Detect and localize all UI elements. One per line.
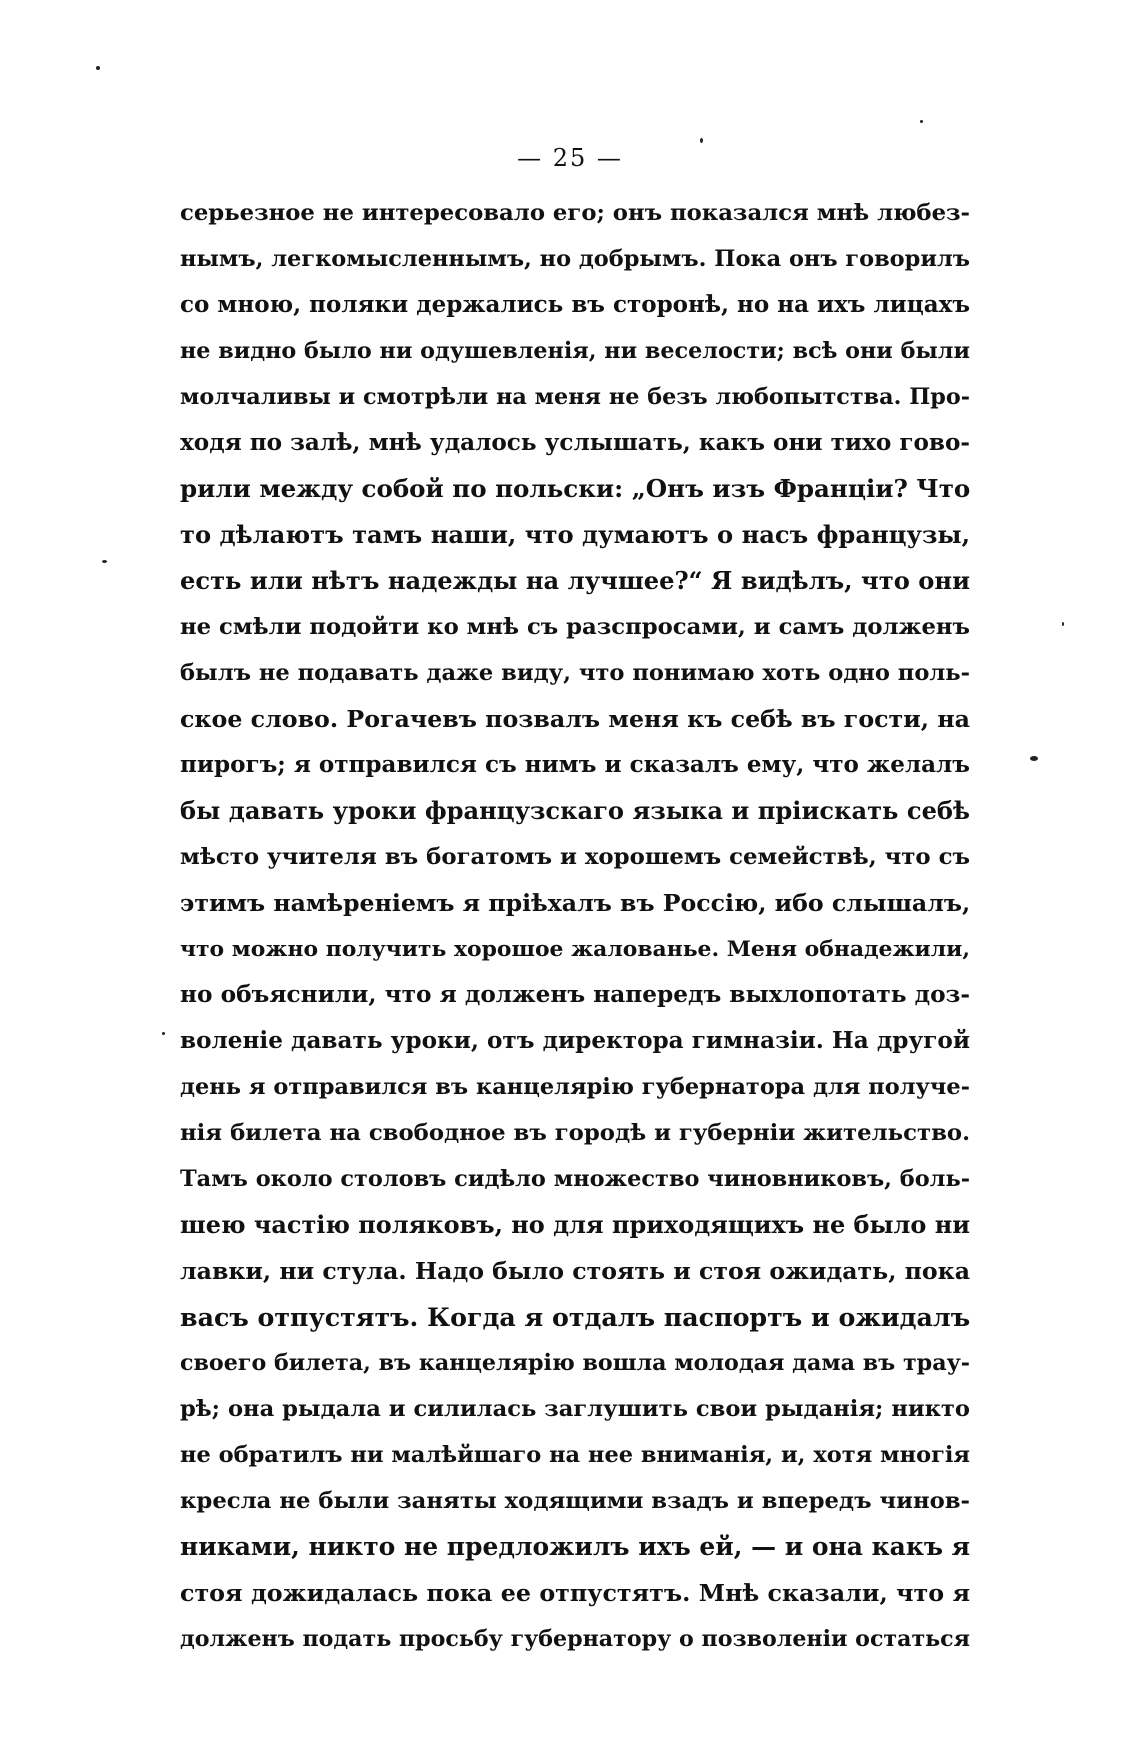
text-line: кресла не были заняты ходящими взадъ и впередъ чинов- <box>180 1488 970 1514</box>
text-line: рили между собой по польски: „Онъ изъ Франціи? Что <box>180 474 971 503</box>
text-line: не видно было ни одушевленія, ни веселости; всѣ они были <box>180 338 970 364</box>
text-line: Тамъ около столовъ сидѣло множество чиновниковъ, боль- <box>180 1166 970 1192</box>
text-line: пирогъ; я отправился съ нимъ и сказалъ ему, что желалъ <box>180 751 970 778</box>
text-line: шею частію поляковъ, но для приходящихъ не было ни <box>180 1211 970 1239</box>
text-line: рѣ; она рыдала и силилась заглушить свои рыданія; никто <box>180 1396 970 1422</box>
scan-speck <box>96 66 100 70</box>
text-line: воленіе давать уроки, отъ директора гимназіи. На другой <box>180 1027 970 1054</box>
text-line: никами, никто не предложилъ ихъ ей, — и она какъ я <box>180 1532 971 1561</box>
text-line: со мною, поляки держались въ сторонѣ, но на ихъ лицахъ <box>180 291 970 318</box>
text-line: но объяснили, что я долженъ напередъ выхлопотать доз- <box>180 981 970 1008</box>
scan-speck <box>102 560 107 563</box>
text-line: то дѣлаютъ тамъ наши, что думаютъ о насъ французы, <box>180 520 970 549</box>
scan-speck <box>700 138 703 143</box>
text-line: не смѣли подойти ко мнѣ съ разспросами, и самъ долженъ <box>180 614 970 640</box>
text-line: ходя по залѣ, мнѣ удалось услышать, какъ они тихо гово- <box>180 429 970 456</box>
text-line: нія билета на свободное въ городѣ и губерніи жительство. <box>180 1120 970 1146</box>
text-line: мѣсто учителя въ богатомъ и хорошемъ семействѣ, что съ <box>180 844 970 870</box>
text-line: былъ не подавать даже виду, что понимаю хоть одно поль- <box>180 660 970 686</box>
scan-speck <box>1062 622 1064 626</box>
text-line: не обратилъ ни малѣйшаго на нее вниманія, и, хотя многія <box>180 1442 970 1468</box>
text-line: молчаливы и смотрѣли на меня не безъ любопытства. Про- <box>180 384 970 410</box>
text-line: этимъ намѣреніемъ я пріѣхалъ въ Россію, ибо слышалъ, <box>180 889 971 917</box>
text-line: бы давать уроки французскаго языка и пріискать себѣ <box>180 796 970 825</box>
text-line: лавки, ни стула. Надо было стоять и стоя ожидать, пока <box>180 1257 971 1285</box>
text-line: долженъ подать просьбу губернатору о позволеніи остаться <box>180 1626 970 1652</box>
text-line: серьезное не интересовало его; онъ показался мнѣ любез- <box>180 200 970 226</box>
scan-speck <box>162 1032 165 1035</box>
text-line: что можно получить хорошое жалованье. Меня обнадежили, <box>180 936 970 962</box>
text-line: есть или нѣтъ надежды на лучшее?“ Я видѣлъ, что они <box>180 566 970 595</box>
scan-speck <box>920 120 923 123</box>
text-line: нымъ, легкомысленнымъ, но добрымъ. Пока онъ говорилъ <box>180 246 971 272</box>
text-line: васъ отпустятъ. Когда я отдалъ паспортъ и ожидалъ <box>180 1302 971 1332</box>
text-line: ское слово. Рогачевъ позвалъ меня къ себѣ въ гости, на <box>180 705 970 733</box>
page-number: — 25 — <box>517 144 623 172</box>
text-line: день я отправился въ канцелярію губернатора для получе- <box>180 1074 970 1100</box>
text-line: стоя дожидалась пока ее отпустятъ. Мнѣ сказали, что я <box>180 1579 970 1607</box>
text-line: своего билета, въ канцелярію вошла молодая дама въ трау- <box>180 1350 970 1376</box>
body-text <box>180 190 970 1662</box>
scan-speck <box>1030 756 1038 761</box>
